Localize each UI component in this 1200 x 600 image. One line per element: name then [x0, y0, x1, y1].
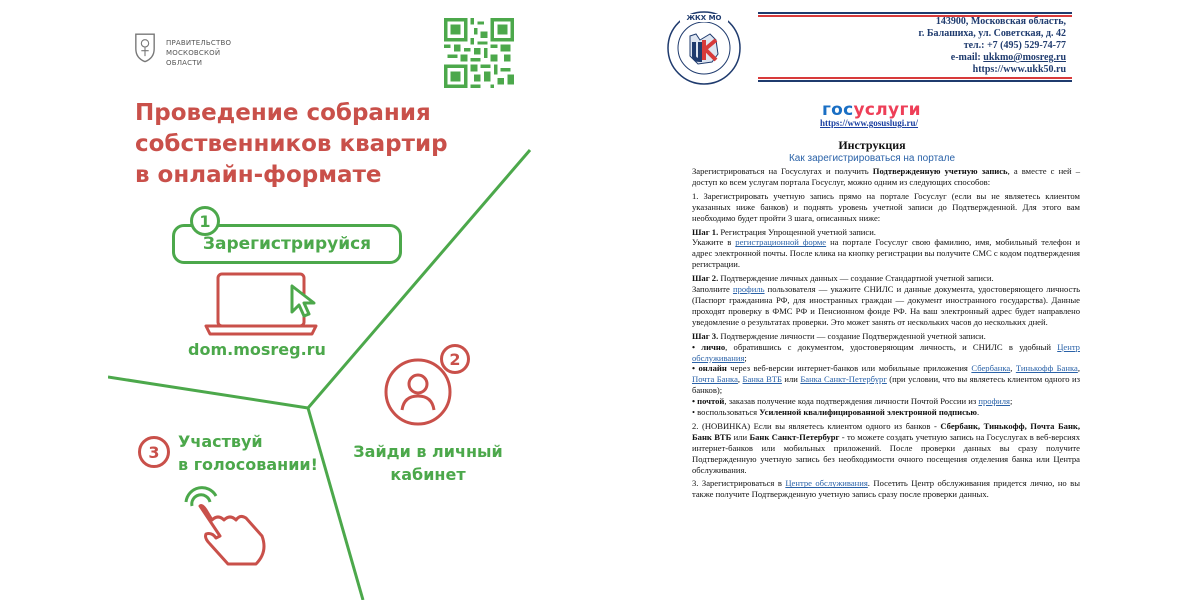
- text: , заказав получение кода подтверждения личности Почтой России из: [724, 396, 979, 407]
- poster-title: [135, 98, 465, 191]
- text: ,: [737, 374, 743, 385]
- cabinet-line: кабинет: [390, 465, 466, 484]
- text: на портале Госуслуг свою фамилию, имя, мобильный телефон и адрес электронной почты. После клика на кнопку регистрации вы получите СМС с кодом подтверждения регистрации.: [692, 237, 1080, 270]
- text: Зарегистрироваться на Госуслугах и получить: [692, 166, 873, 176]
- text-bold: Усиленной квалифицированной электронной подписью: [759, 407, 977, 418]
- intro-paragraph: [692, 166, 1080, 188]
- text: Подтверждение личности — создание Подтвержденной учетной записи.: [718, 330, 986, 341]
- email-label: e-mail:: [950, 52, 984, 63]
- address-line: г. Балашиха, ул. Советская, д. 42: [918, 28, 1066, 39]
- step1-number: 1: [190, 206, 220, 236]
- header-stripe-blue: [758, 12, 1072, 14]
- instruction-document: [652, 0, 1092, 600]
- text: , а вместе с ней – доступ ко всем услугам портала Госуслуг, можно одним из следующих способов:: [692, 166, 1080, 187]
- tinkoff-link[interactable]: Тинькофф Банка: [1015, 363, 1078, 374]
- address-line: 143900, Московская область,: [935, 16, 1066, 27]
- method2-paragraph: [692, 421, 1080, 476]
- text: или: [731, 431, 750, 442]
- bullet-online: [692, 363, 1080, 396]
- service-center-link[interactable]: Центре обслуживания: [785, 478, 868, 489]
- email-link[interactable]: ukkmo@mosreg.ru: [983, 52, 1066, 63]
- vote-label: [178, 430, 318, 476]
- government-label: [166, 38, 246, 68]
- text-bold: • почтой: [692, 396, 725, 407]
- document-subtitle: Как зарегистрироваться на портале: [788, 153, 956, 164]
- laptop-icon: [204, 272, 354, 338]
- title-line: Проведение собрания: [135, 100, 431, 126]
- gosuslugi-logo: [822, 100, 921, 120]
- step-head: Шаг 2.: [692, 273, 719, 284]
- pochta-bank-link[interactable]: Почта Банка: [692, 374, 738, 385]
- vote-line: Участвуй: [178, 432, 263, 451]
- step3-paragraph: [692, 331, 1080, 342]
- footer-stripe-red: [758, 77, 1072, 79]
- step1-paragraph: [692, 227, 1080, 271]
- qr-code-icon: [444, 18, 514, 88]
- gov-line: МОСКОВСКОЙ: [166, 49, 221, 57]
- vtb-link[interactable]: Банка ВТБ: [742, 374, 782, 385]
- company-address: [918, 16, 1066, 76]
- step3-number: 3: [138, 436, 170, 468]
- text: - то можете создать учетную запись на Госуслугах в веб-версиях интернет-банков или мобильных приложений. После проверки данных вы сразу получите Подтвержденную учетную запись без необходимости очного посещения отделения банка или Центра обслуживания.: [692, 431, 1081, 475]
- text: Укажите в: [692, 237, 736, 248]
- gos-logo-part1: гос: [822, 100, 854, 120]
- bullet-post: [692, 396, 1080, 407]
- text: . Посетить Центр обслуживания придется лично, но вы также получите Подтвержденную учетную запись сразу после проверки данных.: [692, 478, 1080, 500]
- method3-paragraph: [692, 478, 1080, 500]
- gov-line: ОБЛАСТИ: [166, 59, 203, 67]
- text-bold: • лично: [692, 341, 726, 352]
- logo-text: ЖКХ МО: [680, 14, 728, 22]
- text: ;: [744, 352, 747, 363]
- cabinet-line: Зайди в личный: [353, 442, 503, 461]
- text: ;: [1010, 396, 1013, 407]
- service-center-link[interactable]: Центр обслуживания: [692, 341, 1080, 363]
- text: 3. Зарегистрироваться в: [692, 478, 786, 489]
- register-label: Зарегистрируйся: [202, 234, 372, 254]
- text: Подтверждение личных данных — создание Стандартной учетной записи.: [718, 273, 994, 284]
- sberbank-link[interactable]: Сбербанка: [971, 363, 1011, 374]
- bullet-signature: [692, 407, 1080, 418]
- step-head: Шаг 1.: [692, 226, 719, 237]
- text: или: [781, 374, 801, 385]
- bank-spb-link[interactable]: Банка Санкт-Петербург: [800, 374, 887, 385]
- text: ,: [1010, 363, 1016, 374]
- method1-paragraph: 1. Зарегистрировать учетную запись прямо на портале Госуслуг (если вы не являетесь клиентом указанных ниже банков) и поднять уровень учетной записи до Подтвержденной. Для этого вам необходимо будет пройти 3 шага, описанных ниже:: [692, 190, 1080, 223]
- profile-link[interactable]: профиль: [732, 284, 765, 295]
- step2-paragraph: [692, 273, 1080, 328]
- footer-stripe-blue: [758, 80, 1072, 82]
- moscow-region-emblem-icon: [134, 30, 156, 64]
- tap-hand-icon: [176, 484, 286, 570]
- email-line: [918, 52, 1066, 64]
- text-bold: Банк Санкт-Петербург: [749, 431, 840, 442]
- text: Регистрация Упрощенной учетной записи.: [718, 226, 876, 237]
- poster: [108, 0, 568, 600]
- text: Заполните: [692, 284, 733, 295]
- text: • воспользоваться: [692, 407, 760, 418]
- text: 2. (НОВИНКА) Если вы являетесь клиентом одного из банков -: [692, 420, 941, 431]
- text: , обратившись с документом, удостоверяющим личность, и СНИЛС в удобный: [725, 341, 1058, 352]
- address-line: тел.: +7 (495) 529-74-77: [963, 40, 1066, 51]
- text: ,: [1077, 363, 1080, 374]
- document-body: [692, 166, 1080, 503]
- step-head: Шаг 3.: [692, 330, 719, 341]
- site-url[interactable]: dom.mosreg.ru: [188, 340, 326, 359]
- document-title: Инструкция: [838, 138, 906, 152]
- gov-line: ПРАВИТЕЛЬСТВО: [166, 39, 232, 47]
- gosuslugi-url[interactable]: https://www.gosuslugi.ru/: [820, 118, 919, 128]
- text: (при условии, что вы являетесь клиентом одного из банков);: [692, 374, 1080, 396]
- step2-number: 2: [440, 344, 470, 374]
- profile-link[interactable]: профиля: [978, 396, 1011, 407]
- cabinet-label: [338, 440, 518, 486]
- text-bold: Сбербанк, Тинькофф, Почта Банк, Банк ВТБ: [692, 420, 1080, 442]
- gos-logo-part2: услуги: [853, 100, 921, 120]
- bullet-in-person: [692, 342, 1080, 364]
- text-bold: • онлайн: [692, 363, 727, 374]
- title-line: в онлайн-формате: [135, 162, 382, 188]
- text: через веб-версии интернет-банков или мобильные приложения: [726, 363, 972, 374]
- text: .: [977, 407, 980, 418]
- registration-form-link[interactable]: регистрационной форме: [735, 237, 827, 248]
- text-bold: Подтвержденную учетную запись: [872, 166, 1008, 176]
- text: пользователя — укажите СНИЛС и данные документа, удостоверяющего личность (Паспорт гражданина РФ, для иностранных граждан — документ иностранного государства). Данные проходят проверку в ФМС РФ и Пенсионном фонде РФ. На ваш электронный адрес будет направлено уведомление о результатах проверки. Это может занять от нескольких часов до нескольких дней.: [692, 284, 1080, 327]
- website-link[interactable]: https://www.ukk50.ru: [972, 64, 1066, 75]
- title-line: собственников квартир: [135, 131, 448, 157]
- vote-line: в голосовании!: [178, 455, 318, 474]
